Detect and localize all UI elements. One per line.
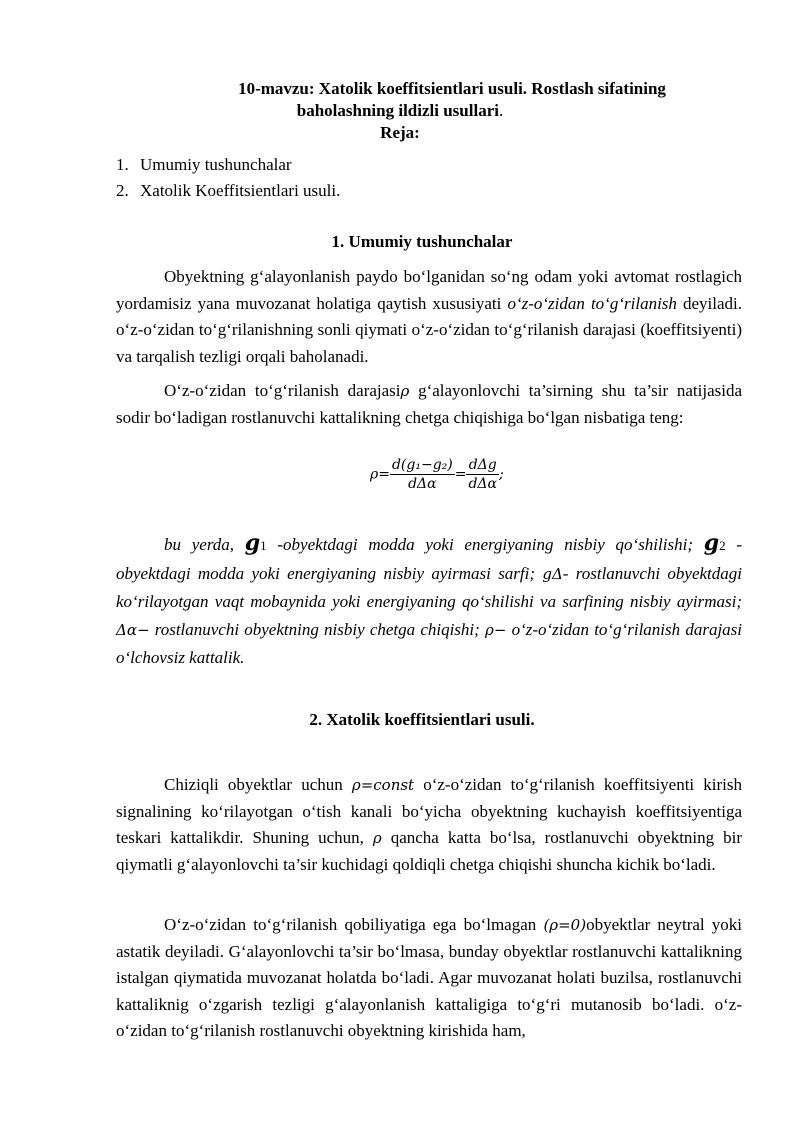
rho-formula <box>370 456 504 493</box>
plan-item-number: 2. <box>116 181 129 200</box>
p3-text-b: -obyektdagi modda yoki energiyaning nisbiy qo‘shilishi; <box>266 535 704 554</box>
plan-item-text: Xatolik Koeffitsientlari usuli. <box>140 181 341 200</box>
section2-heading: 2. Xatolik koeffitsientlari usuli. <box>309 710 535 729</box>
p2-text-b: g‘alayonlovchi ta’sirning shu ta’sir natijasida sodir bo‘ladigan rostlanuvchi kattalikning chetga chiqishiga bo‘lgan nisbatiga teng: <box>116 381 742 427</box>
plan-item <box>116 152 340 178</box>
p4-text-c: qancha katta bo‘lsa, rostlanuvchi obyektning bir qiymatli g‘alayonlovchi ta’sir kuchidagi qoldiqli chetga chiqishi shuncha kichik bo‘ladi. <box>116 828 743 874</box>
fraction-1 <box>390 456 455 493</box>
plan-label: Reja: <box>380 123 420 142</box>
g1-subscript: 1 <box>260 538 267 553</box>
plan-item <box>116 178 340 204</box>
fraction-2 <box>466 456 499 493</box>
p1-italic-term: o‘z-o‘zidan to‘g‘rilanish <box>507 293 677 313</box>
paragraph-3-definitions <box>116 530 742 672</box>
plan-item-number: 1. <box>116 155 129 174</box>
fraction-1-numerator: d(g₁−g₂) <box>391 457 453 473</box>
rho-const-expr: ρ=const <box>351 776 415 794</box>
plan-item-text: Umumiy tushunchalar <box>140 155 292 174</box>
p1-text-b: deyiladi. o‘z-o‘zidan to‘g‘rilanishning sonli qiymati o‘z-o‘zidan to‘g‘rilanish darajasi (koeffitsiyenti) va tarqalish tezligi orqali baholanadi. <box>116 293 743 366</box>
p4-text-a: Chiziqli obyektlar uchun <box>164 775 352 794</box>
fraction-2-denominator: dΔα <box>468 476 497 492</box>
p5-text-b: obyektlar neytral yoki astatik deyiladi. G‘alayonlovchi ta’sir bo‘lmasa, bunday obyektlar rostlanuvchi kattalikning istalgan qiymatida muvozanat holatda bo‘ladi. Agar muvozanat holati buzilsa, rostlanuvchi kattaliknig o‘zgarish tezligi g‘alayonlanish kattaligiga to‘g‘ri mutanosib bo‘ladi. o‘z-o‘zidan to‘g‘rilanish rostlanuvchi obyektning kirishida ham, <box>116 915 743 1040</box>
document-title-line2 <box>0 100 800 122</box>
p3-text-d: - rostlanuvchi obyektdagi ko‘rilayotgan vaqt mobaynida yoki energiyaning qo‘shilishi va sarfining nisbiy ayirmasi; <box>116 563 743 611</box>
paragraph-1 <box>116 264 742 370</box>
p3-text-f: o‘z-o‘zidan to‘g‘rilanish darajasi o‘lchovsiz kattalik. <box>116 619 743 667</box>
p2-text-a: O‘z-o‘zidan to‘g‘rilanish darajasi <box>164 381 401 400</box>
document-title-line1 <box>0 78 800 100</box>
g2-symbol: g <box>703 530 720 556</box>
paragraph-5 <box>116 912 742 1045</box>
section1-heading: 1. Umumiy tushunchalar <box>331 232 513 251</box>
rho-symbol-3: ρ <box>372 829 382 847</box>
paragraph-4 <box>116 772 742 878</box>
formula-equals: = <box>454 466 467 483</box>
p4-text-b: o‘z-o‘zidan to‘g‘rilanish koeffitsiyenti kirish signalining ko‘rilayotgan o‘tish kanali bo‘yicha obyektning kuchayish koeffitsiyentiga teskari kattalikdir. Shuning uchun, <box>116 775 742 847</box>
p3-text-e: rostlanuvchi obyektning nisbiy chetga chiqishi; <box>149 619 485 639</box>
formula-end: ; <box>499 466 504 483</box>
fraction-1-denominator: dΔα <box>408 476 437 492</box>
gdelta-symbol: gΔ <box>542 564 563 583</box>
p1-text-a: Obyektning g‘alayonlanish paydo bo‘lganidan so‘ng odam yoki avtomat rostlagich yordamisiz yana muvozanat holatiga qaytish xususiyati <box>116 267 742 313</box>
title-text-2: baholashning ildizli usullari <box>296 101 499 120</box>
fraction-2-numerator: dΔg <box>466 456 499 475</box>
g1-symbol: g <box>244 530 261 556</box>
p3-text-a: bu yerda, <box>164 535 245 554</box>
paragraph-2 <box>116 378 742 431</box>
p3-text-c: - obyektdagi modda yoki energiyaning nisbiy ayirmasi sarfi; <box>116 535 742 583</box>
g2-subscript: 2 <box>719 538 726 553</box>
rho-zero-expr: (ρ=0) <box>543 916 587 934</box>
rho-symbol-2: ρ− <box>485 620 507 639</box>
formula-lhs: ρ= <box>370 466 390 483</box>
title-text-1: 10-mavzu: Xatolik koeffitsientlari usuli. Rostlash sifatining <box>238 79 666 98</box>
title-dot: . <box>498 101 504 120</box>
plan-list <box>116 152 340 204</box>
rho-symbol: ρ <box>400 382 410 400</box>
delta-alpha-symbol: Δα− <box>116 620 150 639</box>
p5-text-a: O‘z-o‘zidan to‘g‘rilanish qobiliyatiga ega bo‘lmagan <box>164 915 544 934</box>
